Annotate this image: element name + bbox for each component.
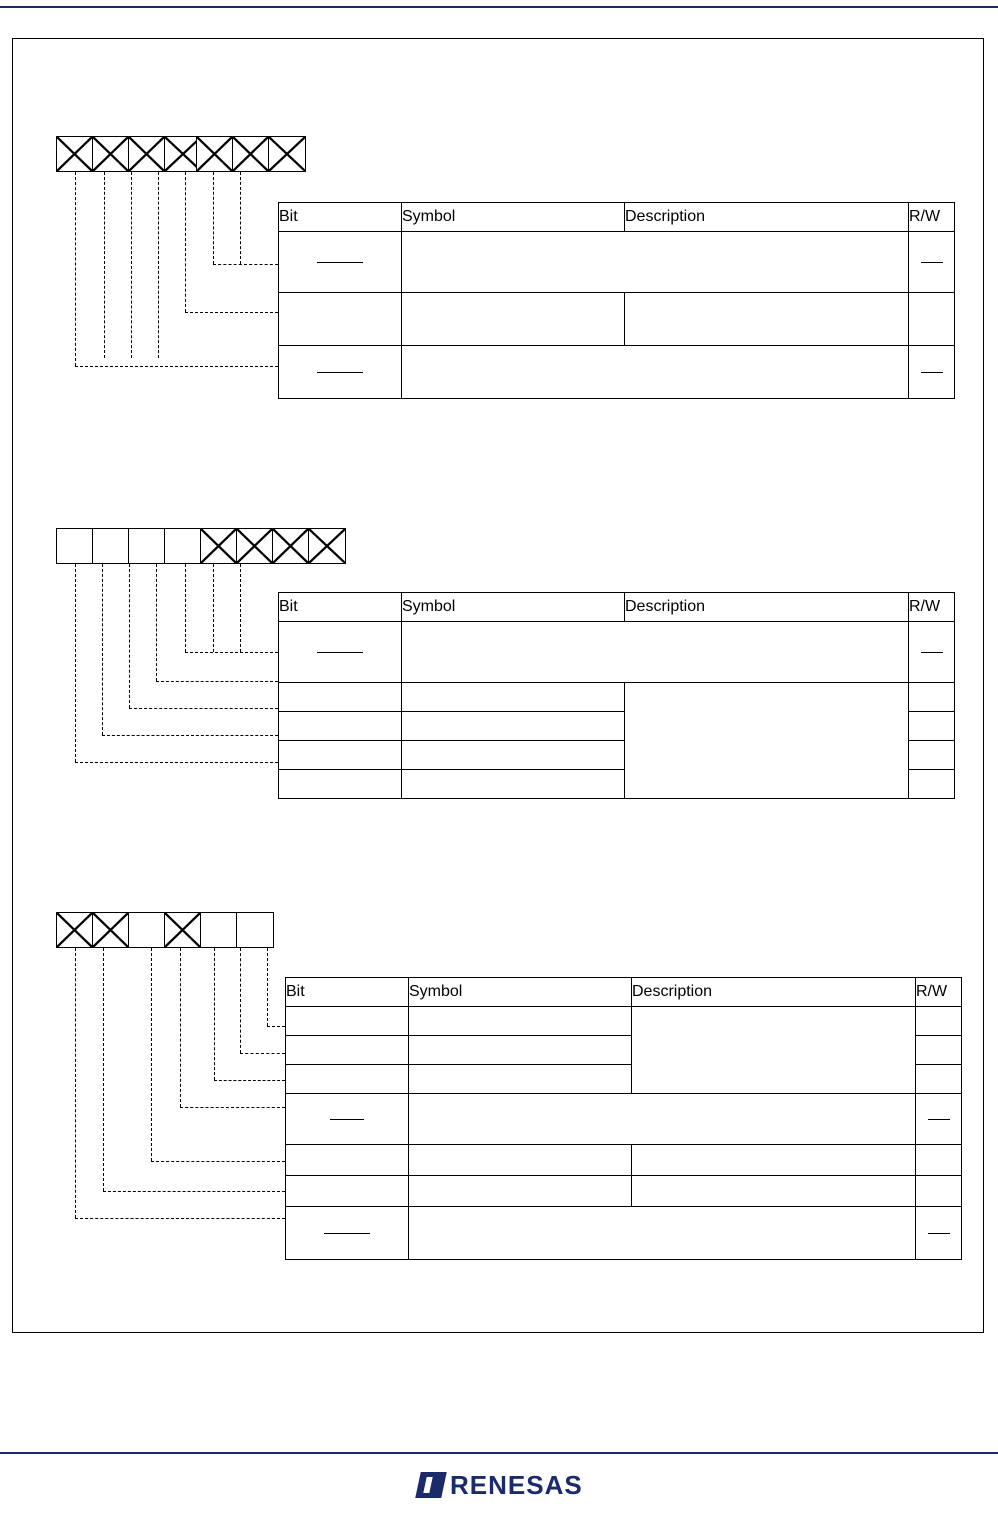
leader-line [213,564,214,652]
cell-symbol [409,1036,632,1065]
rw-dash-icon [921,652,943,653]
header-symbol: Symbol [402,593,625,622]
cell-description [402,346,909,399]
leader-line [102,564,103,735]
leader-line [214,1080,285,1081]
register-bitfield-1 [56,136,202,172]
cell-bit [286,1145,409,1176]
leader-line [158,172,159,358]
cell-description [632,1145,916,1176]
cell-bit [286,1007,409,1036]
bit-cell [237,913,273,947]
header-rw: R/W [909,593,955,622]
renesas-logo-icon [415,1472,447,1498]
cell-rw [916,1207,962,1260]
cell-bit [279,741,402,770]
bit-cell [233,137,269,171]
bit-cell [129,137,165,171]
cell-description [625,683,909,799]
cell-rw [916,1145,962,1176]
rw-dash-icon [928,1233,950,1234]
table-row [279,683,955,712]
cell-rw [909,741,955,770]
table-row [286,1007,962,1036]
leader-line [103,948,104,1191]
cell-rw [916,1094,962,1145]
table-row [286,1207,962,1260]
bit-cell [201,529,237,563]
bit-cell [269,137,305,171]
leader-line [180,948,181,1107]
header-rw: R/W [916,978,962,1007]
cell-bit [286,1094,409,1145]
cell-symbol [409,1176,632,1207]
cell-rw [916,1007,962,1036]
cell-bit [279,232,402,293]
page-bottom-rule [0,1452,998,1454]
cell-rw [916,1176,962,1207]
cell-rw [909,232,955,293]
rw-dash-icon [928,1119,950,1120]
header-symbol: Symbol [402,203,625,232]
bit-cell [57,913,93,947]
table-row [286,1145,962,1176]
cell-rw [909,293,955,346]
cell-bit [279,712,402,741]
cell-symbol [402,683,625,712]
bit-cell [93,913,129,947]
cell-rw [916,1036,962,1065]
leader-line [213,172,214,264]
bit-dash-icon [317,262,363,263]
renesas-logo-text: RENESAS [450,1469,583,1500]
cell-symbol [402,770,625,799]
leader-line [240,564,241,652]
table-row [286,1176,962,1207]
leader-line [103,1191,285,1192]
cell-bit [286,1065,409,1094]
cell-symbol [409,1007,632,1036]
leader-line [151,1161,285,1162]
cell-description [625,293,909,346]
cell-bit [279,770,402,799]
cell-description [402,622,909,683]
bit-cell [93,137,129,171]
bit-cell [93,529,129,563]
rw-dash-icon [921,372,943,373]
register-description-table-1 [278,202,955,399]
bit-cell [129,529,165,563]
leader-line [156,564,157,681]
bit-cell [309,529,345,563]
bit-cell [57,529,93,563]
leader-line [180,1107,285,1108]
header-description: Description [625,203,909,232]
table-row [286,1094,962,1145]
leader-line [213,264,278,265]
bit-cell [165,529,201,563]
cell-bit [286,1176,409,1207]
bit-cell [57,137,93,171]
leader-line [185,172,186,312]
cell-rw [909,770,955,799]
header-rw: R/W [909,203,955,232]
leader-line [240,172,241,264]
cell-symbol [402,293,625,346]
leader-line [240,1053,285,1054]
header-description: Description [625,593,909,622]
register-bitfield-1b [196,136,306,172]
cell-rw [909,683,955,712]
header-symbol: Symbol [409,978,632,1007]
cell-bit [286,1036,409,1065]
cell-symbol [402,741,625,770]
table-row [279,622,955,683]
cell-rw [909,346,955,399]
cell-bit [279,622,402,683]
table-row [279,293,955,346]
bit-cell [165,913,201,947]
leader-line [75,366,278,367]
header-bit: Bit [286,978,409,1007]
leader-line [267,1026,285,1027]
bit-cell [237,529,273,563]
leader-line [102,735,278,736]
table-row [279,232,955,293]
bit-dash-icon [324,1233,370,1234]
register-bitfield-3 [56,912,274,948]
bit-dash-icon [317,652,363,653]
cell-description [409,1207,916,1260]
cell-description [632,1176,916,1207]
cell-rw [909,622,955,683]
bit-cell [273,529,309,563]
cell-symbol [402,712,625,741]
cell-bit [279,346,402,399]
register-description-table-2 [278,592,955,799]
table-header-row [279,203,955,232]
leader-line [214,948,215,1080]
cell-symbol [409,1065,632,1094]
cell-description [402,232,909,293]
header-bit: Bit [279,593,402,622]
leader-line [75,1218,285,1219]
leader-line [75,948,76,1218]
bit-cell [197,137,233,171]
bit-cell [129,913,165,947]
cell-bit [286,1207,409,1260]
leader-line [75,762,278,763]
leader-line [129,708,278,709]
leader-line [156,681,278,682]
leader-line [185,564,186,652]
leader-line [104,172,105,358]
register-bitfield-2 [56,528,346,564]
table-row [279,346,955,399]
leader-line [267,948,268,1026]
cell-bit [279,293,402,346]
leader-line [75,172,76,366]
bit-dash-icon [330,1119,364,1120]
page-top-rule [0,6,998,8]
rw-dash-icon [921,262,943,263]
cell-rw [909,712,955,741]
leader-line [185,652,278,653]
register-description-table-3 [285,977,962,1260]
leader-line [131,172,132,358]
cell-description [409,1094,916,1145]
bit-dash-icon [317,372,363,373]
leader-line [240,948,241,1053]
cell-symbol [409,1145,632,1176]
header-bit: Bit [279,203,402,232]
leader-line [129,564,130,708]
cell-rw [916,1065,962,1094]
leader-line [75,564,76,762]
leader-line [185,312,278,313]
renesas-logo [418,1470,588,1500]
cell-description [632,1007,916,1094]
table-header-row [279,593,955,622]
bit-cell [201,913,237,947]
cell-bit [279,683,402,712]
header-description: Description [632,978,916,1007]
table-header-row [286,978,962,1007]
leader-line [151,948,152,1161]
